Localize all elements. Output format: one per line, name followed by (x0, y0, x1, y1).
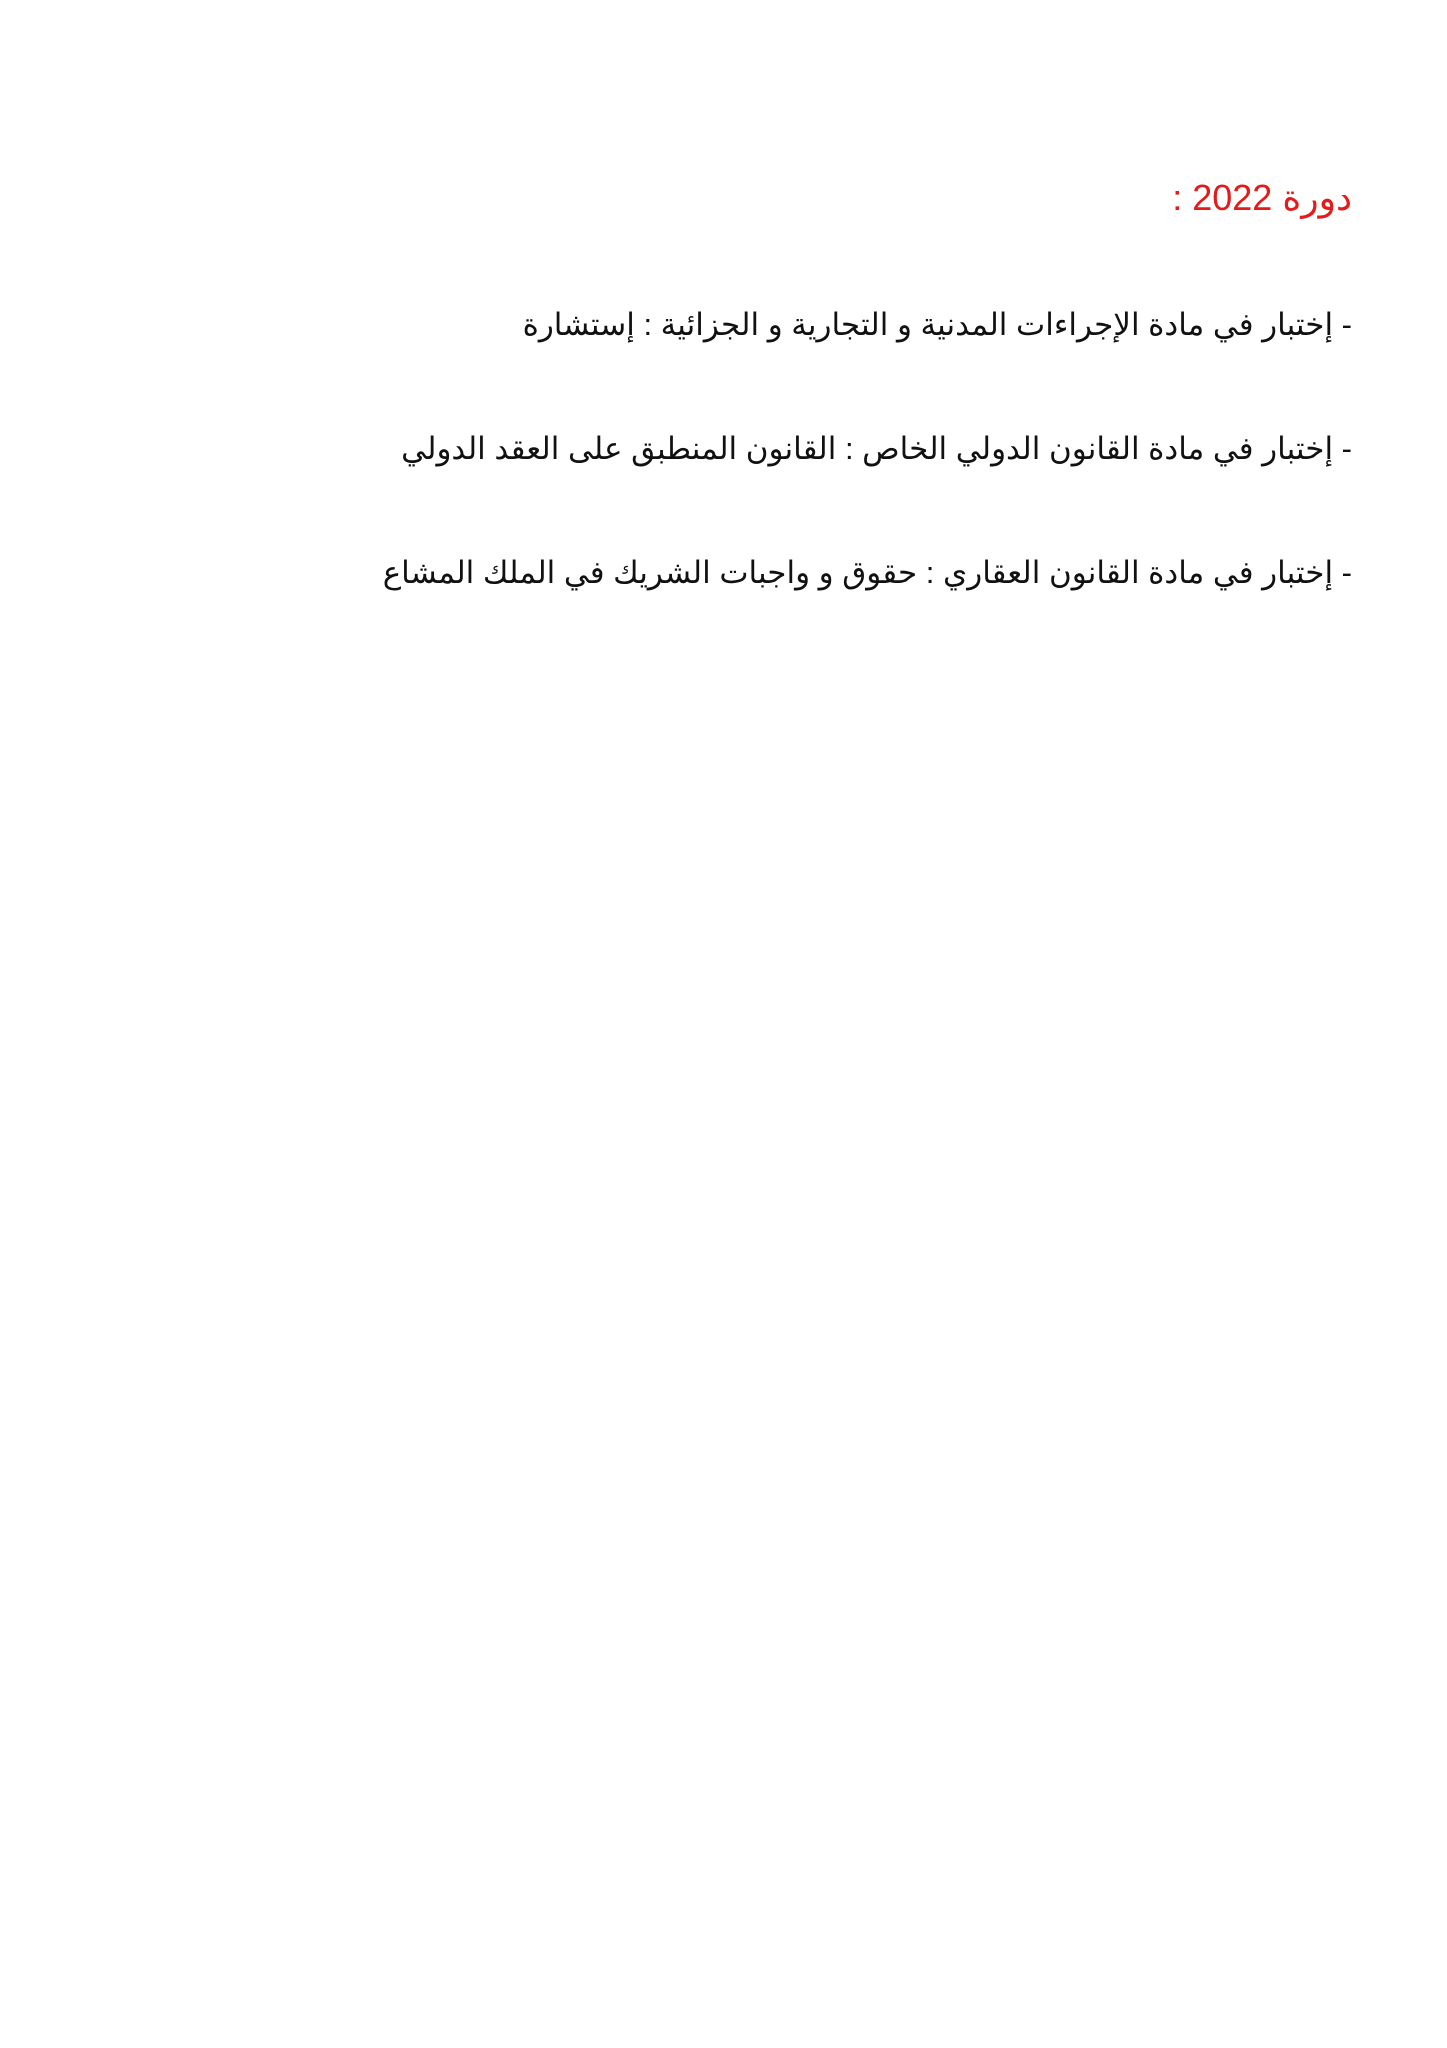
session-title: دورة 2022 : (1172, 177, 1352, 218)
exam-item: - إختبار في مادة القانون العقاري : حقوق و واجبات الشريك في الملك المشاع (382, 555, 1352, 590)
exam-item: - إختبار في مادة الإجراءات المدنية و التجارية و الجزائية : إستشارة (522, 307, 1352, 342)
exam-item: - إختبار في مادة القانون الدولي الخاص : القانون المنطبق على العقد الدولي (401, 431, 1352, 466)
exam-list (152, 296, 1352, 602)
document-content (152, 168, 1352, 668)
